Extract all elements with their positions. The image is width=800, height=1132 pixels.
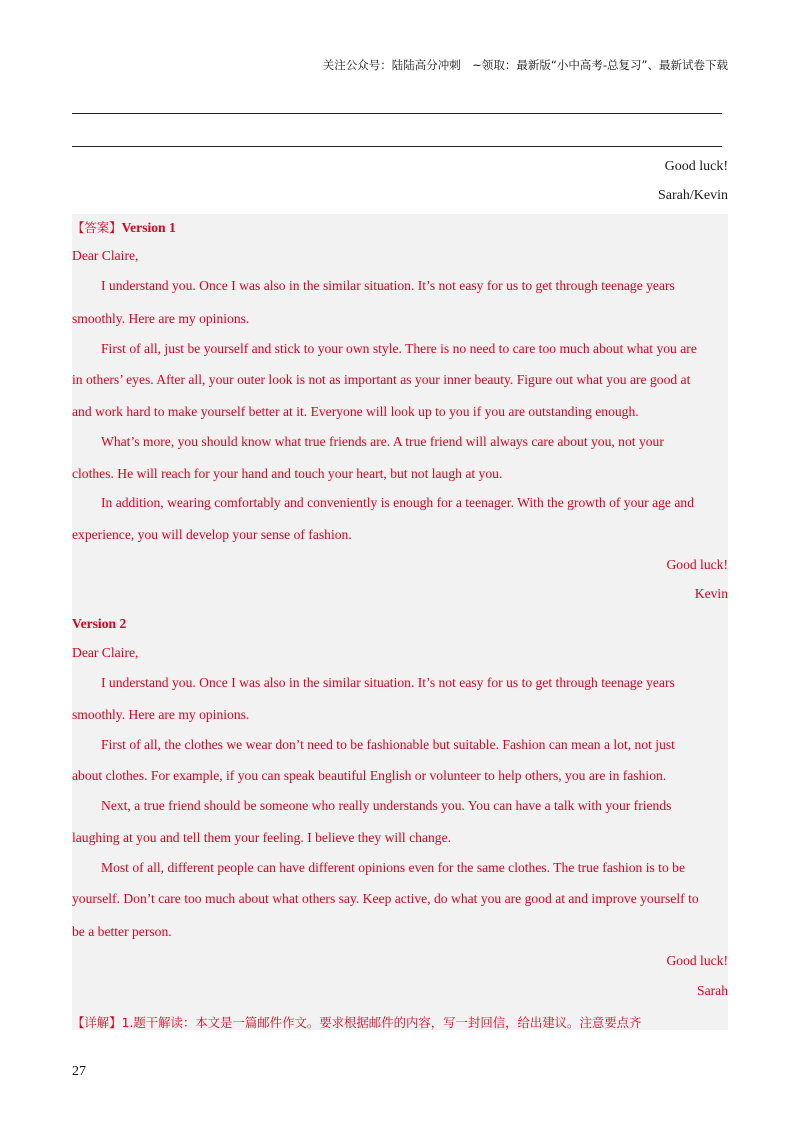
- signoff-closing: Good luck!: [664, 159, 728, 174]
- answer-label: 【答案】: [72, 220, 122, 235]
- version1-greeting: Dear Claire,: [72, 248, 139, 263]
- signoff-signature: Sarah/Kevin: [658, 188, 728, 203]
- version2-line: I understand you. Once I was also in the similar situation. It’s not easy for us to get through teenage years: [101, 675, 675, 690]
- version1-line: experience, you will develop your sense of fashion.: [72, 527, 352, 542]
- version2-title: Version 2: [72, 616, 127, 631]
- explanation-label: 【详解】: [72, 1015, 122, 1030]
- page-header: 关注公众号：陆陆高分冲刺 ~领取：最新版“小中高考-总复习”、最新试卷下载: [322, 58, 728, 72]
- version2-line: yourself. Don’t care too much about what others say. Keep active, do what you are good at and improve yourself to: [72, 891, 699, 906]
- version1-heading: [72, 218, 176, 236]
- version2-signature: Sarah: [697, 983, 728, 998]
- version2-closing: Good luck!: [666, 953, 728, 968]
- version1-signature: Kevin: [694, 586, 728, 601]
- answer-section: [72, 0, 728, 1132]
- version2-line: about clothes. For example, if you can speak beautiful English or volunteer to help others, you are in fashion.: [72, 768, 667, 783]
- version1-line: I understand you. Once I was also in the similar situation. It’s not easy for us to get through teenage years: [101, 278, 675, 293]
- version1-line: clothes. He will reach for your hand and touch your heart, but not laugh at you.: [72, 466, 503, 481]
- version1-line: First of all, just be yourself and stick to your own style. There is no need to care too much about what you are: [101, 341, 697, 356]
- explanation: [72, 1013, 641, 1031]
- version2-line: Most of all, different people can have different opinions even for the same clothes. The true fashion is to be: [101, 860, 685, 875]
- version1-line: in others’ eyes. After all, your outer look is not as important as your inner beauty. Figure out what you are good at: [72, 372, 691, 387]
- version2-line: laughing at you and tell them your feeling. I believe they will change.: [72, 830, 451, 845]
- version1-line: and work hard to make yourself better at it. Everyone will look up to you if you are outstanding enough.: [72, 404, 639, 419]
- version1-title: Version 1: [121, 220, 176, 235]
- version2-line: Next, a true friend should be someone who really understands you. You can have a talk with your friends: [101, 798, 672, 813]
- version1-line: What’s more, you should know what true friends are. A true friend will always care about you, not your: [101, 434, 664, 449]
- version1-line: In addition, wearing comfortably and conveniently is enough for a teenager. With the growth of your age and: [101, 495, 694, 510]
- version1-closing: Good luck!: [666, 557, 728, 572]
- version2-line: First of all, the clothes we wear don’t need to be fashionable but suitable. Fashion can mean a lot, not just: [101, 737, 675, 752]
- version2-greeting: Dear Claire,: [72, 645, 139, 660]
- version2-line: be a better person.: [72, 924, 172, 939]
- version1-line: smoothly. Here are my opinions.: [72, 311, 250, 326]
- version2-line: smoothly. Here are my opinions.: [72, 707, 250, 722]
- explanation-text: 1.题干解读：本文是一篇邮件作文。要求根据邮件的内容，写一封回信，给出建议。注意要点齐: [121, 1015, 642, 1030]
- page-number: 27: [72, 1064, 86, 1079]
